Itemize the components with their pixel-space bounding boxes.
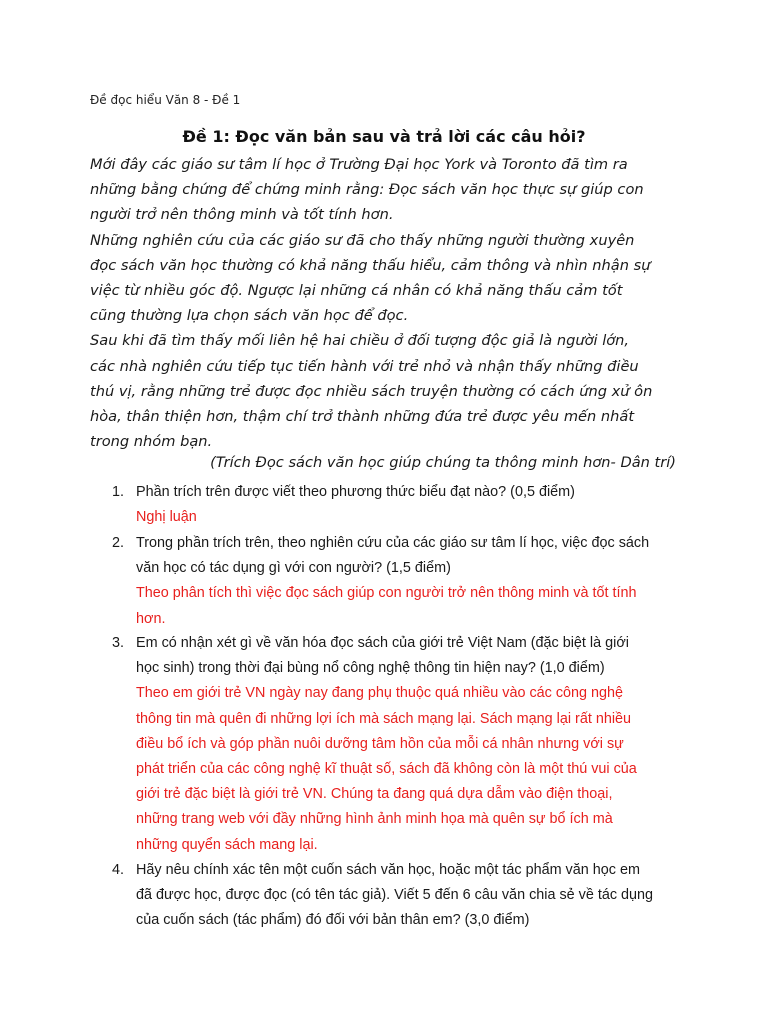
reading-passage	[90, 152, 690, 454]
question-body	[136, 531, 696, 632]
answer-line: điều bổ ích và góp phần nuôi dưỡng tâm hồn của mỗi cá nhân nhưng với sự	[136, 735, 624, 752]
answer-line: những quyển sách mang lại.	[136, 836, 318, 853]
answer-line: Nghị luận	[136, 509, 197, 526]
passage-line: việc từ nhiều góc độ. Ngược lại những cá nhân có khả năng thấu cảm tốt	[90, 282, 623, 300]
page-title: Đề 1: Đọc văn bản sau và trả lời các câu hỏi?	[182, 127, 586, 146]
passage-line: Mới đây các giáo sư tâm lí học ở Trường Đại học York và Toronto đã tìm ra	[90, 156, 628, 173]
question-line: của cuốn sách (tác phẩm) đó đối với bản thân em? (3,0 điểm)	[136, 912, 530, 929]
answer-line: Theo em giới trẻ VN ngày nay đang phụ thuộc quá nhiều vào các công nghệ	[136, 685, 624, 702]
question-line: văn học có tác dụng gì với con người? (1,5 điểm)	[136, 560, 451, 577]
question-body	[136, 480, 696, 530]
question-line: Trong phần trích trên, theo nghiên cứu của các giáo sư tâm lí học, việc đọc sách	[136, 535, 650, 551]
answer-line: phát triển của các công nghệ kĩ thuật số, sách đã không còn là một thú vui của	[136, 761, 637, 778]
question-number: 3.	[112, 635, 125, 651]
question-body	[136, 858, 696, 934]
question-line: học sinh) trong thời đại bùng nổ công nghệ thông tin hiện nay? (1,0 điểm)	[136, 660, 605, 677]
passage-line: các nhà nghiên cứu tiếp tục tiến hành với trẻ nhỏ và nhận thấy những điều	[90, 357, 639, 375]
answer-line: những trang web với đầy những hình ảnh minh họa mà quên sự bổ ích mà	[136, 811, 613, 828]
answer-line: hơn.	[136, 610, 166, 627]
passage-line: cũng thường lựa chọn sách văn học để đọc.	[90, 307, 409, 325]
answer-line: giới trẻ đặc biệt là giới trẻ VN. Chúng ta đang quá dựa dẫm vào điện thoại,	[136, 786, 613, 803]
passage-line: đọc sách văn học thường có khả năng thấu hiểu, cảm thông và nhìn nhận sự	[90, 256, 651, 274]
passage-line: trong nhóm bạn.	[90, 433, 213, 451]
question-number: 1.	[112, 484, 125, 500]
passage-source: (Trích Đọc sách văn học giúp chúng ta thông minh hơn- Dân trí)	[210, 454, 676, 471]
question-number: 4.	[112, 862, 125, 878]
question-body	[136, 631, 696, 858]
passage-line: thú vị, rằng những trẻ được đọc nhiều sách truyện thường có cách ứng xử ôn	[90, 382, 653, 400]
question-line: đã được học, được đọc (có tên tác giả). Viết 5 đến 6 câu văn chia sẻ về tác dụng	[136, 887, 654, 904]
question-line: Em có nhận xét gì về văn hóa đọc sách của giới trẻ Việt Nam (đặc biệt là giới	[136, 635, 629, 651]
page-header: Đề đọc hiểu Văn 8 - Đề 1	[90, 93, 241, 107]
passage-line: hòa, thân thiện hơn, thậm chí trở thành những đứa trẻ được yêu mến nhất	[90, 408, 635, 426]
answer-line: Theo phân tích thì việc đọc sách giúp con người trở nên thông minh và tốt tính	[136, 585, 637, 602]
passage-line: những bằng chứng để chứng minh rằng: Đọc sách văn học thực sự giúp con	[90, 181, 644, 199]
passage-line: người trở nên thông minh và tốt tính hơn.	[90, 206, 394, 224]
answer-line: thông tin mà quên đi những lợi ích mà sách mạng lại. Sách mạng lại rất nhiều	[136, 710, 632, 727]
question-line: Phần trích trên được viết theo phương thức biểu đạt nào? (0,5 điểm)	[136, 484, 575, 500]
question-line: Hãy nêu chính xác tên một cuốn sách văn học, hoặc một tác phẩm văn học em	[136, 862, 640, 878]
passage-line: Những nghiên cứu của các giáo sư đã cho thấy những người thường xuyên	[90, 231, 635, 249]
question-number: 2.	[112, 535, 125, 551]
passage-line: Sau khi đã tìm thấy mối liên hệ hai chiều ở đối tượng độc giả là người lớn,	[90, 332, 630, 350]
